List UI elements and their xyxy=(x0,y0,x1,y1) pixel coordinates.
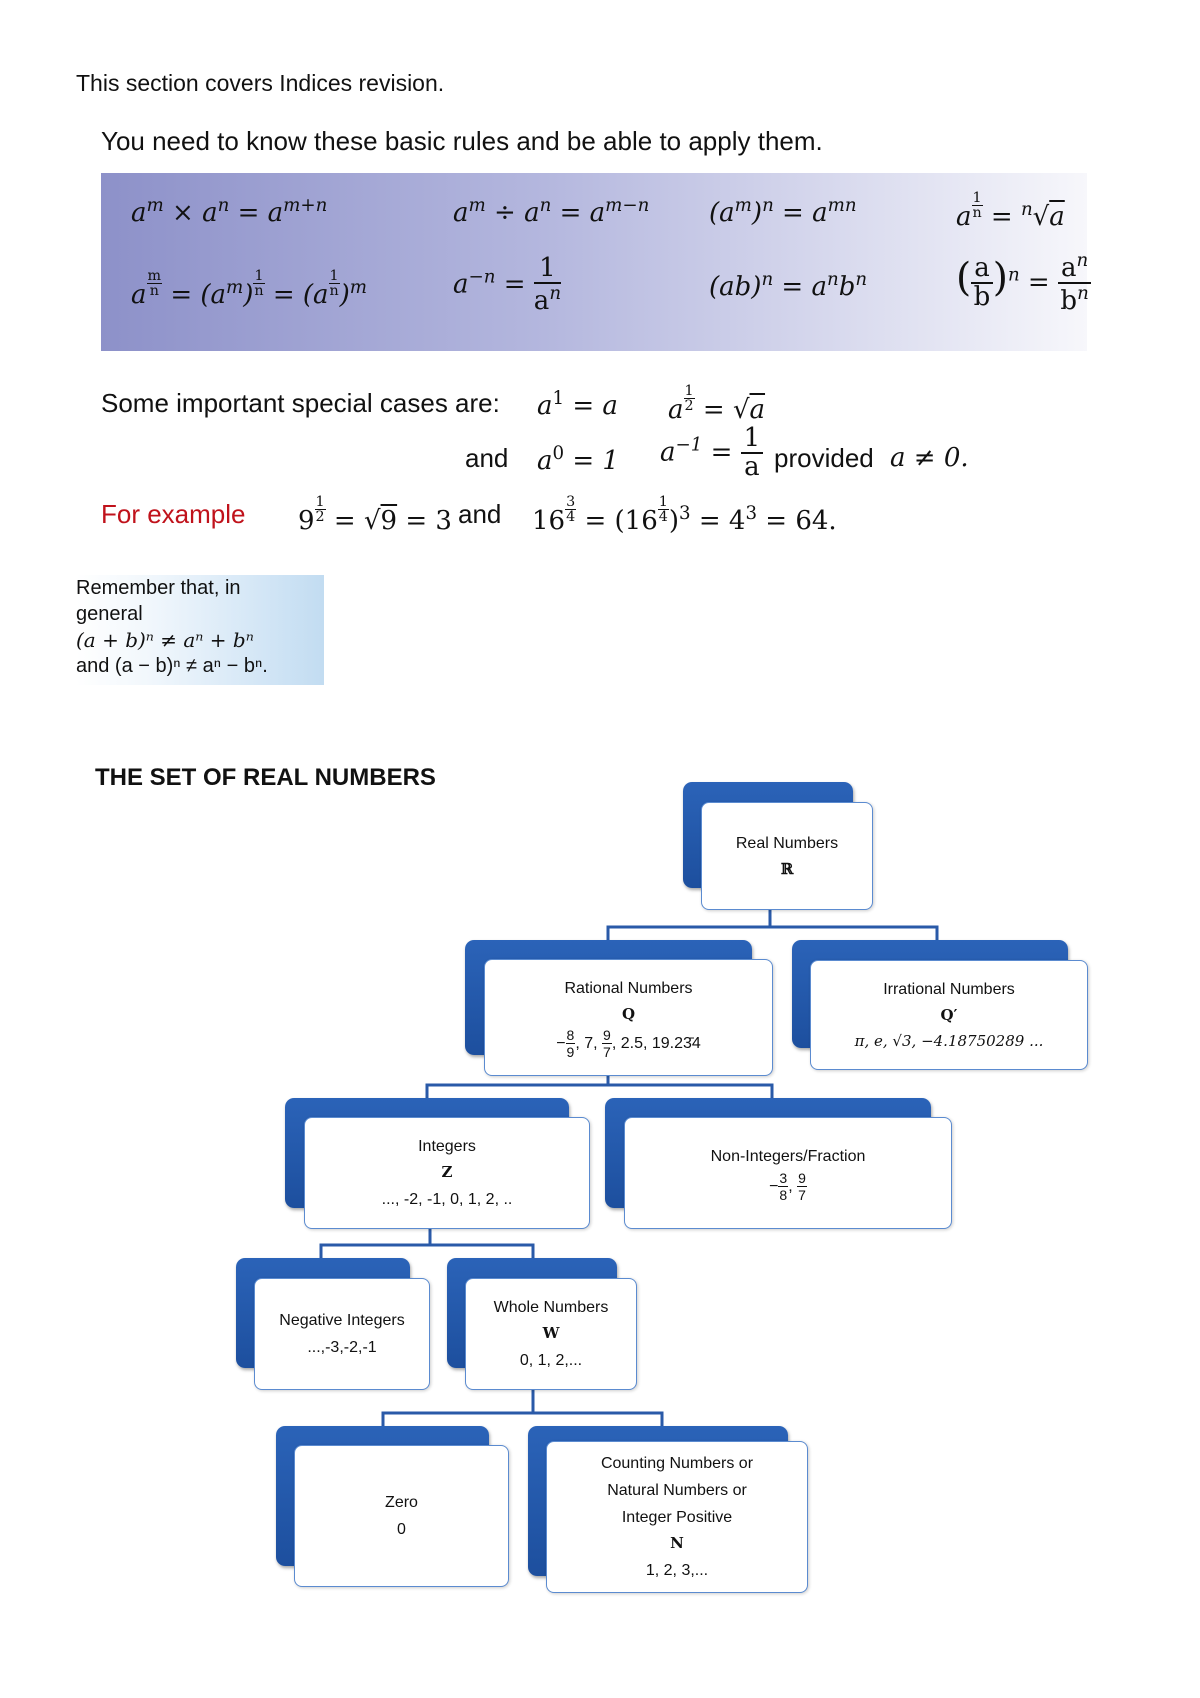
node-non-integers-front xyxy=(624,1117,952,1229)
rational-numbers-label: Rational Numbers xyxy=(564,979,693,997)
non-integers-examples: − $\frac{3}{8}$ , $\frac{9}{7}$ xyxy=(769,1170,806,1204)
real-numbers-label: Real Numbers xyxy=(735,834,839,852)
integers-symbol: Z xyxy=(441,1163,453,1182)
rule-fractional-power: a $\frac{m}{n}$ = $(a^m)$ $\frac{1}{n}$ = (a $\frac{1}{n}$ )$^m$ xyxy=(131,268,368,311)
special-nonzero-condition: a ≠ 0. xyxy=(890,443,969,473)
set-of-real-numbers-title: THE SET OF REAL NUMBERS xyxy=(95,764,436,791)
non-integers-label: Non-Integers/Fraction xyxy=(710,1147,866,1165)
rational-numbers-examples: − $\frac{8}{9}$ , 7, $\frac{9}{7}$ , 2.5, 19.23̄4 xyxy=(556,1027,701,1061)
integers-examples: ..., -2, -1, 0, 1, 2, .. xyxy=(381,1190,513,1208)
whole-numbers-symbol: W xyxy=(542,1324,560,1343)
node-irrational-front xyxy=(810,960,1088,1070)
node-integers-front xyxy=(304,1117,590,1229)
whole-numbers-examples: 0, 1, 2,... xyxy=(519,1351,583,1369)
integers-label: Integers xyxy=(418,1138,476,1156)
zero-label: Zero xyxy=(385,1493,418,1511)
real-numbers-symbol: ℝ xyxy=(780,859,794,878)
example-and-text: and xyxy=(458,499,502,529)
rule-negative-power: $a^{-n}$ = $\frac{1}{a^n}$ xyxy=(453,253,562,317)
connector-whole xyxy=(383,1386,662,1426)
zero-examples: 0 xyxy=(397,1521,406,1538)
whole-numbers-label: Whole Numbers xyxy=(493,1299,609,1317)
remember-line-4: and (a − b)ⁿ ≠ aⁿ − bⁿ. xyxy=(76,655,268,677)
example-nine: 9 $\frac{1}{2}$ = √9 = 3 xyxy=(298,494,452,537)
special-case-a0: $a^0 = 1$ xyxy=(537,443,619,476)
node-counting-front xyxy=(546,1441,808,1593)
negative-integers-examples: ...,-3,-2,-1 xyxy=(307,1339,377,1356)
irrational-numbers-examples: π, e, √3, −4.18750289 ... xyxy=(854,1031,1044,1050)
rational-numbers-symbol: Q xyxy=(621,1004,636,1023)
special-provided-text: provided xyxy=(774,443,874,473)
rule-product: $a^m \times a^n = a^{m+n}$ xyxy=(131,195,328,228)
node-rational-front xyxy=(484,959,773,1076)
remember-line-1: Remember that, in xyxy=(76,577,241,599)
intro-text: This section covers Indices revision. xyxy=(76,70,445,96)
rational-examples-tail: , 2.5, 19.23̄4 xyxy=(611,1035,701,1053)
counting-line-1: Counting Numbers or xyxy=(600,1454,754,1472)
irrational-numbers-symbol: Q′ xyxy=(940,1006,958,1025)
node-zero-front xyxy=(294,1445,509,1587)
remember-line-2: general xyxy=(76,603,143,625)
node-whole-front xyxy=(465,1278,637,1390)
special-case-half: a $\frac{1}{2}$ = √a xyxy=(668,383,766,426)
rule-fractional-root: a $\frac{1}{n}$ = $^n$√a xyxy=(956,190,1065,233)
counting-line-2: Natural Numbers or xyxy=(607,1482,747,1500)
irrational-numbers-label: Irrational Numbers xyxy=(883,980,1015,998)
rule-quotient: $a^m \div a^n = a^{m-n}$ xyxy=(453,195,650,228)
rule-quotient-power: ( $\frac{a}{b}$ )$^n$ = $\frac{a^n}{b^n}$ xyxy=(956,251,1091,316)
negative-integers-label: Negative Integers xyxy=(279,1311,405,1329)
rule-power: $(a^m)^n = a^{mn}$ xyxy=(709,195,857,228)
counting-line-3: Integer Positive xyxy=(621,1509,733,1527)
special-case-a1: $a^1 = a$ xyxy=(537,388,618,421)
need-to-know-text: You need to know these basic rules and be able to apply them. xyxy=(101,126,823,156)
rule-product-power: $(ab)^n = a^nb^n$ xyxy=(709,269,868,302)
example-sixteen: 16 $\frac{3}{4}$ = (16 $\frac{1}{4}$ )$^3 = 4^3 = 64$. xyxy=(532,494,837,537)
node-negative-front xyxy=(254,1278,430,1390)
counting-symbol: N xyxy=(670,1534,684,1553)
special-cases-label: Some important special cases are: xyxy=(101,388,500,418)
counting-examples: 1, 2, 3,... xyxy=(645,1561,709,1579)
remember-line-3: (a + b)ⁿ ≠ aⁿ + bⁿ xyxy=(76,628,254,652)
special-and-text: and xyxy=(465,443,509,473)
node-real-front xyxy=(701,802,873,910)
connector-integers xyxy=(321,1224,533,1258)
example-label: For example xyxy=(101,499,246,529)
special-case-minus-one: $a^{-1}$ = $\frac{1}{a}$ xyxy=(660,425,763,482)
